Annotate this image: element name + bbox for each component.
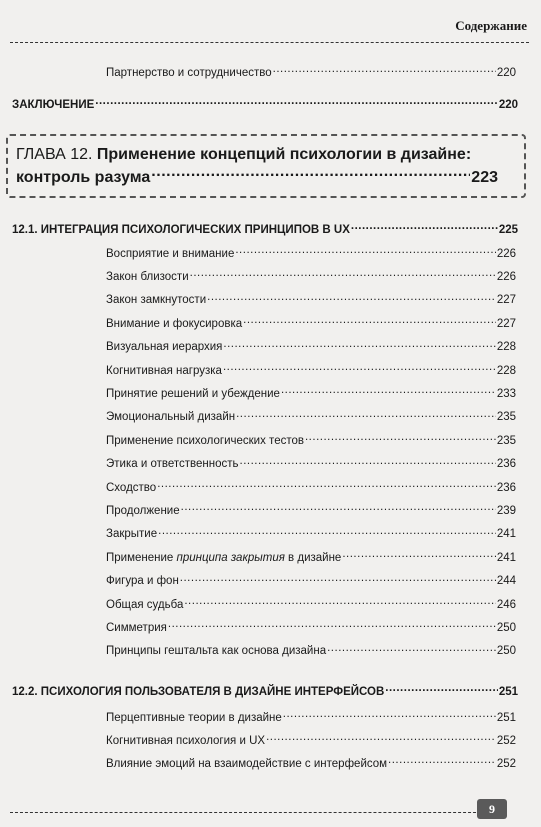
toc-entry-page: 251 bbox=[496, 711, 516, 724]
toc-section-label: 12.1. ИНТЕГРАЦИЯ ПСИХОЛОГИЧЕСКИХ ПРИНЦИПОВ В UX bbox=[12, 223, 350, 236]
toc-entry-label: Визуальная иерархия bbox=[106, 341, 223, 354]
chapter-title-part2: контроль разума bbox=[16, 169, 151, 186]
toc-entry-label: Перцептивные теории в дизайне bbox=[106, 711, 282, 724]
toc-entry-page: 236 bbox=[496, 458, 516, 471]
toc-entry[interactable] bbox=[106, 385, 516, 400]
leader-dots bbox=[95, 96, 498, 108]
toc-entry-label: Сходство bbox=[106, 481, 157, 494]
toc-entry-label: Внимание и фокусировка bbox=[106, 317, 243, 330]
leader-dots bbox=[180, 573, 496, 585]
leader-dots bbox=[151, 166, 470, 182]
leader-dots bbox=[207, 292, 496, 304]
toc-entry-page: 233 bbox=[496, 387, 516, 400]
leader-dots bbox=[266, 732, 496, 744]
toc-entry-label: Эмоциональный дизайн bbox=[106, 411, 236, 424]
page-number-badge: 9 bbox=[477, 799, 507, 819]
toc-entry[interactable] bbox=[106, 549, 516, 564]
toc-entry-label: Закон близости bbox=[106, 270, 189, 283]
toc-entry[interactable] bbox=[106, 64, 516, 79]
toc-section[interactable] bbox=[12, 221, 518, 236]
toc-entry-page: 220 bbox=[496, 66, 516, 79]
leader-dots bbox=[327, 643, 496, 655]
leader-dots bbox=[168, 619, 496, 631]
leader-dots bbox=[157, 479, 496, 491]
leader-dots bbox=[235, 245, 495, 257]
toc-entry[interactable] bbox=[106, 315, 516, 330]
toc-entry[interactable] bbox=[106, 709, 516, 724]
toc-entry[interactable] bbox=[106, 573, 516, 588]
toc-entry[interactable] bbox=[106, 456, 516, 471]
toc-entry-page: 226 bbox=[496, 270, 516, 283]
toc-entry[interactable] bbox=[106, 292, 516, 307]
toc-entry-label: Принципы гештальта как основа дизайна bbox=[106, 645, 327, 658]
leader-dots bbox=[281, 385, 496, 397]
leader-dots bbox=[223, 362, 496, 374]
toc-entry[interactable] bbox=[106, 339, 516, 354]
toc-entry[interactable] bbox=[106, 619, 516, 634]
toc-entry-label: Когнитивная нагрузка bbox=[106, 364, 222, 377]
toc-conclusion-page: 220 bbox=[498, 98, 518, 111]
toc-entry[interactable] bbox=[106, 268, 516, 283]
toc-entry-page: 250 bbox=[496, 621, 516, 634]
toc-entry-label: Продолжение bbox=[106, 504, 180, 517]
toc-entry[interactable] bbox=[106, 526, 516, 541]
leader-dots bbox=[305, 432, 496, 444]
toc-entry-page: 236 bbox=[496, 481, 516, 494]
chapter-number: ГЛАВА 12. bbox=[16, 146, 93, 163]
toc-entry-page: 241 bbox=[496, 551, 516, 564]
toc-section-page: 251 bbox=[498, 685, 518, 698]
toc-entry-page: 244 bbox=[496, 575, 516, 588]
toc-entry-page: 227 bbox=[496, 294, 516, 307]
toc-entry[interactable] bbox=[106, 643, 516, 658]
toc-entry-page: 252 bbox=[496, 734, 516, 747]
leader-dots bbox=[385, 683, 498, 695]
toc-entry-label: Применение психологических тестов bbox=[106, 434, 304, 447]
toc-entry-label: Восприятие и внимание bbox=[106, 247, 235, 260]
toc-entry-label: Фигура и фон bbox=[106, 575, 179, 588]
toc-entry-label: Влияние эмоций на взаимодействие с интерфейсом bbox=[106, 757, 388, 770]
leader-dots bbox=[388, 755, 496, 767]
leader-dots bbox=[243, 315, 496, 327]
leader-dots bbox=[158, 526, 496, 538]
toc-conclusion-label: ЗАКЛЮЧЕНИЕ bbox=[12, 98, 95, 111]
toc-entry-label: Когнитивная психология и UX bbox=[106, 734, 266, 747]
chapter-title-part1: Применение концепций психологии в дизайне: bbox=[96, 146, 472, 163]
toc-entry-label: Этика и ответственность bbox=[106, 458, 239, 471]
running-header: Содержание bbox=[455, 18, 527, 33]
toc-entry-label-suffix: в дизайне bbox=[284, 551, 342, 564]
toc-section-label: 12.2. ПСИХОЛОГИЯ ПОЛЬЗОВАТЕЛЯ В ДИЗАЙНЕ ИНТЕРФЕЙСОВ bbox=[12, 685, 385, 698]
toc-entry[interactable] bbox=[106, 479, 516, 494]
toc-section-page: 225 bbox=[498, 223, 518, 236]
toc-entry-page: 235 bbox=[496, 434, 516, 447]
leader-dots bbox=[190, 268, 496, 280]
toc-entry-page: 250 bbox=[496, 645, 516, 658]
leader-dots bbox=[351, 221, 498, 233]
toc-entry-page: 239 bbox=[496, 504, 516, 517]
toc-entry-label: Симметрия bbox=[106, 621, 167, 634]
leader-dots bbox=[236, 409, 496, 421]
toc-entry[interactable] bbox=[106, 362, 516, 377]
toc-entry[interactable] bbox=[106, 502, 516, 517]
toc-entry-page: 226 bbox=[496, 247, 516, 260]
toc-conclusion[interactable] bbox=[12, 96, 518, 111]
chapter-page: 223 bbox=[471, 169, 498, 186]
toc-entry-page: 241 bbox=[496, 528, 516, 541]
toc-entry-page: 246 bbox=[496, 598, 516, 611]
toc-entry[interactable] bbox=[106, 409, 516, 424]
toc-entry-label: Общая судьба bbox=[106, 598, 184, 611]
toc-entry-page: 228 bbox=[496, 341, 516, 354]
toc-entry-page: 252 bbox=[496, 757, 516, 770]
chapter-heading-line2[interactable] bbox=[16, 166, 498, 187]
toc-entry-label: Закон замкнутости bbox=[106, 294, 207, 307]
toc-entry[interactable] bbox=[106, 432, 516, 447]
toc-entry-label: Партнерство и сотрудничество bbox=[106, 66, 272, 79]
toc-entry-label: Принятие решений и убеждение bbox=[106, 387, 280, 400]
toc-entry[interactable] bbox=[106, 732, 516, 747]
toc-section[interactable] bbox=[12, 683, 518, 698]
leader-dots bbox=[283, 709, 496, 721]
leader-dots bbox=[223, 339, 495, 351]
leader-dots bbox=[342, 549, 495, 561]
toc-entry-page: 235 bbox=[496, 411, 516, 424]
toc-entry-label bbox=[106, 552, 341, 564]
toc-entry-page: 228 bbox=[496, 364, 516, 377]
toc-entry[interactable] bbox=[106, 596, 516, 611]
toc-entry-label-prefix: Применение bbox=[106, 551, 177, 564]
leader-dots bbox=[184, 596, 495, 608]
toc-entry-label: Закрытие bbox=[106, 528, 158, 541]
toc-entry-page: 227 bbox=[496, 317, 516, 330]
leader-dots bbox=[240, 456, 496, 468]
toc-entry-label-italic: принципа закрытия bbox=[176, 551, 285, 564]
toc-entry[interactable] bbox=[106, 245, 516, 260]
toc-entry[interactable] bbox=[106, 755, 516, 770]
chapter-heading[interactable] bbox=[16, 146, 471, 164]
header-divider bbox=[10, 42, 529, 43]
leader-dots bbox=[181, 502, 496, 514]
leader-dots bbox=[273, 64, 496, 76]
footer-divider bbox=[10, 812, 481, 813]
